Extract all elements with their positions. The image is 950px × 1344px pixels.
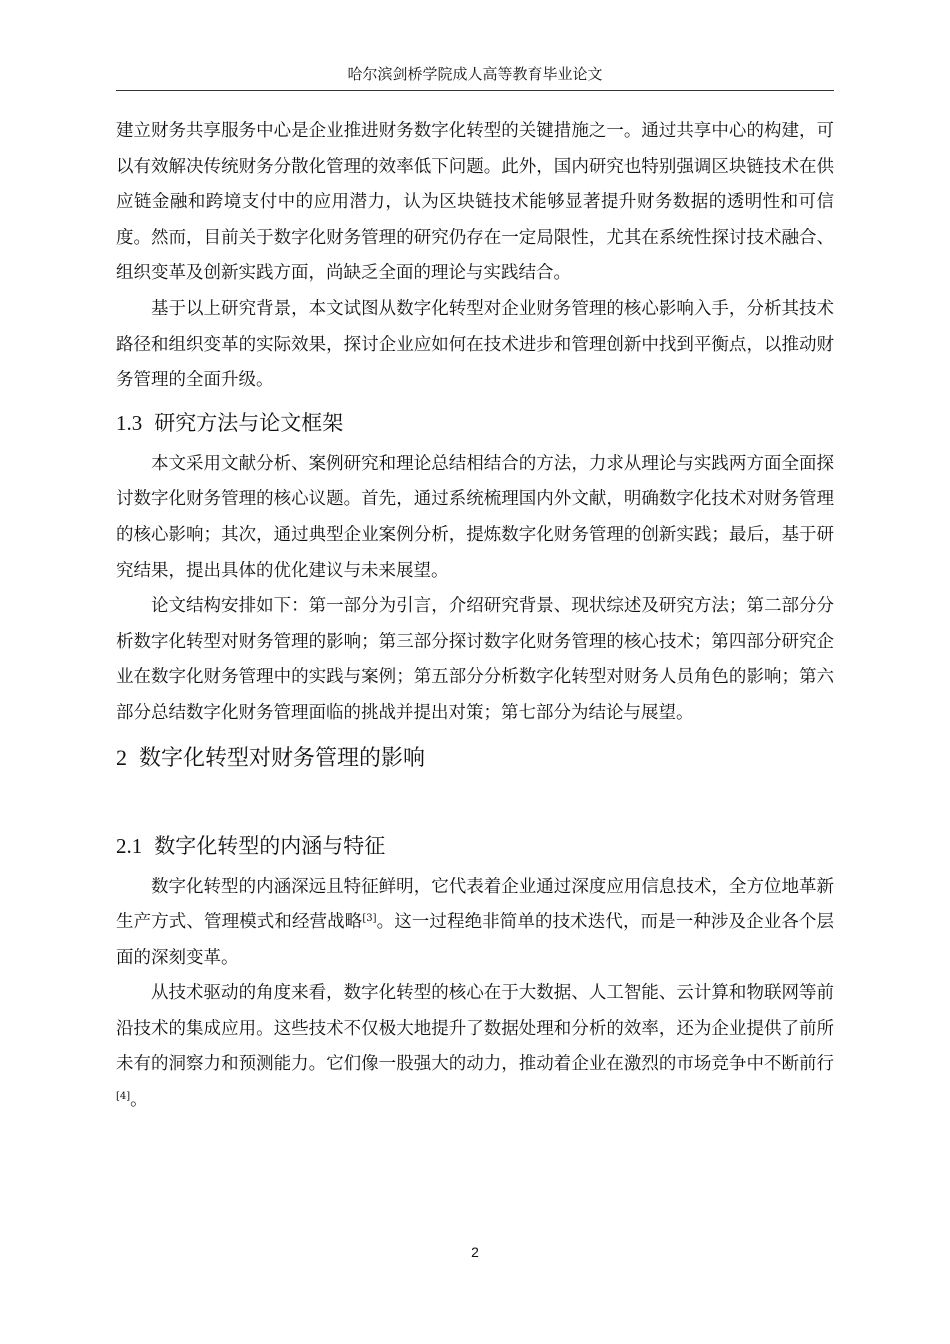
paragraph-6-text-a: 从技术驱动的角度来看，数字化转型的核心在于大数据、人工智能、云计算和物联网等前沿技术的集成应用。这些技术不仅极大地提升了数据处理和分析的效率，还为企业提供了前所未有的洞察力和预测能力。它们像一股强大的动力，推动着企业在激烈的市场竞争中不断前行	[116, 983, 834, 1075]
paragraph-6	[116, 976, 834, 1118]
heading-2-number: 2	[116, 744, 127, 770]
heading-1-3-text: 研究方法与论文框架	[154, 410, 344, 435]
heading-2-1-text: 数字化转型的内涵与特征	[154, 833, 386, 858]
heading-1-3	[116, 399, 834, 447]
citation-4[interactable]: [4]	[116, 1091, 131, 1103]
running-header: 哈尔滨剑桥学院成人高等教育毕业论文	[116, 62, 834, 91]
page-content	[116, 114, 834, 1119]
paragraph-3: 本文采用文献分析、案例研究和理论总结相结合的方法，力求从理论与实践两方面全面探讨数字化财务管理的核心议题。首先，通过系统梳理国内外文献，明确数字化技术对财务管理的核心影响；其次，通过典型企业案例分析，提炼数字化财务管理的创新实践；最后，基于研究结果，提出具体的优化建议与未来展望。	[116, 453, 834, 581]
citation-3[interactable]: [3]	[362, 913, 377, 925]
paragraph-5-text-b: 。这一过程绝非简单的技术迭代，而是一种涉及企业各个层面的深刻变革。	[116, 912, 835, 968]
heading-2-text: 数字化转型对财务管理的影响	[139, 745, 426, 771]
paragraph-5	[116, 870, 834, 977]
section-spacer	[116, 784, 834, 822]
paragraph-2: 基于以上研究背景，本文试图从数字化转型对企业财务管理的核心影响入手，分析其技术路径和组织变革的实际效果，探讨企业应如何在技术进步和管理创新中找到平衡点，以推动财务管理的全面升级。	[116, 298, 834, 391]
paragraph-4: 论文结构安排如下：第一部分为引言，介绍研究背景、现状综述及研究方法；第二部分分析数字化转型对财务管理的影响；第三部分探讨数字化财务管理的核心技术；第四部分研究企业在数字化财务管理中的实践与案例；第五部分分析数字化转型对财务人员角色的影响；第六部分总结数字化财务管理面临的挑战并提出对策；第七部分为结论与展望。	[116, 596, 834, 723]
paragraph-6-text-b: 。	[130, 1090, 148, 1111]
heading-1-3-number: 1.3	[116, 410, 143, 435]
paragraph-5-text-a: 数字化转型的内涵深远且特征鲜明，它代表着企业通过深度应用信息技术，全方位地革新生产方式、管理模式和经营战略	[116, 876, 834, 933]
heading-2-1	[116, 822, 834, 870]
heading-2-1-number: 2.1	[116, 833, 143, 858]
heading-2	[116, 732, 834, 784]
paragraph-1: 建立财务共享服务中心是企业推进财务数字化转型的关键措施之一。通过共享中心的构建，可以有效解决传统财务分散化管理的效率低下问题。此外，国内研究也特别强调区块链技术在供应链金融和跨境支付中的应用潜力，认为区块链技术能够显著提升财务数据的透明性和可信度。然而，目前关于数字化财务管理的研究仍存在一定局限性，尤其在系统性探讨技术融合、组织变革及创新实践方面，尚缺乏全面的理论与实践结合。	[116, 121, 834, 284]
page-number: 2	[471, 1244, 479, 1260]
